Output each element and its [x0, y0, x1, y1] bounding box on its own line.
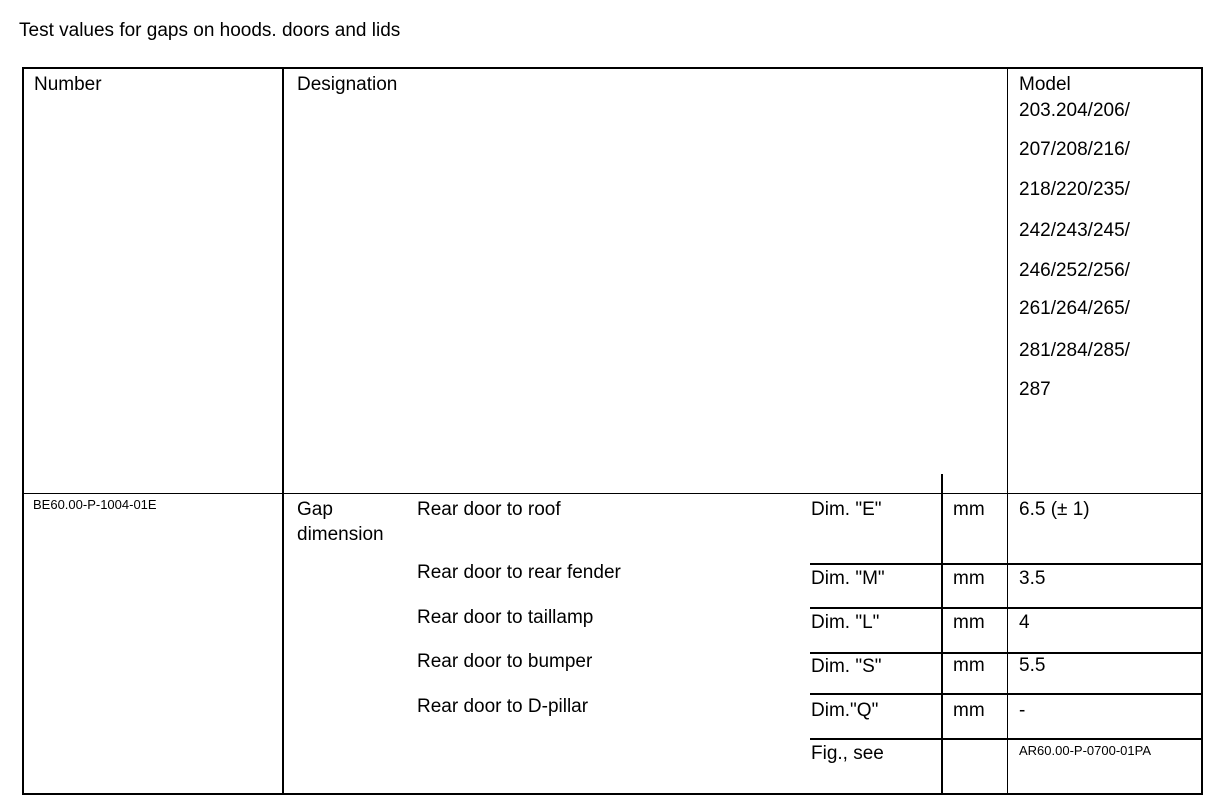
gap-value: 5.5 [1019, 655, 1046, 676]
header-row-divider [22, 493, 1203, 494]
gap-description: Rear door to roof [417, 499, 561, 520]
header-designation: Designation [297, 74, 398, 95]
model-line: 281/284/285/ [1019, 340, 1130, 361]
gap-unit: mm [953, 655, 985, 676]
gap-value: 3.5 [1019, 568, 1046, 589]
model-line: 242/243/245/ [1019, 220, 1130, 241]
table-border-left [22, 67, 24, 795]
header-model-label: Model [1019, 74, 1071, 95]
gap-description: Rear door to bumper [417, 651, 593, 672]
row-divider [810, 652, 1203, 654]
model-line: 287 [1019, 379, 1051, 400]
row-divider [810, 563, 1203, 565]
figure-label: Fig., see [811, 743, 884, 764]
designation-line2: dimension [297, 524, 384, 545]
gap-description: Rear door to D-pillar [417, 696, 589, 717]
entry-number: BE60.00-P-1004-01E [33, 497, 157, 512]
row-divider [810, 738, 1203, 740]
gap-unit: mm [953, 499, 985, 520]
table-border-bottom [22, 793, 1203, 795]
model-line: 261/264/265/ [1019, 298, 1130, 319]
model-line: 207/208/216/ [1019, 139, 1130, 160]
model-line: 246/252/256/ [1019, 260, 1130, 281]
gap-unit: mm [953, 568, 985, 589]
model-line: 218/220/235/ [1019, 179, 1130, 200]
gap-description: Rear door to rear fender [417, 562, 621, 583]
gap-dimension: Dim."Q" [811, 700, 879, 721]
column-divider-unit [941, 474, 943, 795]
gap-description: Rear door to taillamp [417, 607, 594, 628]
model-line: 203.204/206/ [1019, 100, 1130, 121]
gap-unit: mm [953, 700, 985, 721]
figure-reference: AR60.00-P-0700-01PA [1019, 743, 1152, 758]
row-divider [810, 693, 1203, 695]
row-divider [810, 607, 1203, 609]
table-border-right [1201, 67, 1203, 795]
gap-value: 4 [1019, 612, 1030, 633]
gap-unit: mm [953, 612, 985, 633]
gap-dimension: Dim. "E" [811, 499, 882, 520]
column-divider-model [1007, 67, 1008, 795]
page-title: Test values for gaps on hoods. doors and lids [19, 20, 401, 41]
table-border-top [22, 67, 1203, 69]
gap-value: - [1019, 700, 1026, 721]
gap-dimension: Dim. "S" [811, 656, 882, 677]
column-divider-number [282, 67, 284, 795]
gap-dimension: Dim. "L" [811, 612, 880, 633]
designation-line1: Gap [297, 499, 333, 520]
gap-value: 6.5 (± 1) [1019, 499, 1090, 520]
header-number: Number [34, 74, 102, 95]
gap-dimension: Dim. "M" [811, 568, 885, 589]
